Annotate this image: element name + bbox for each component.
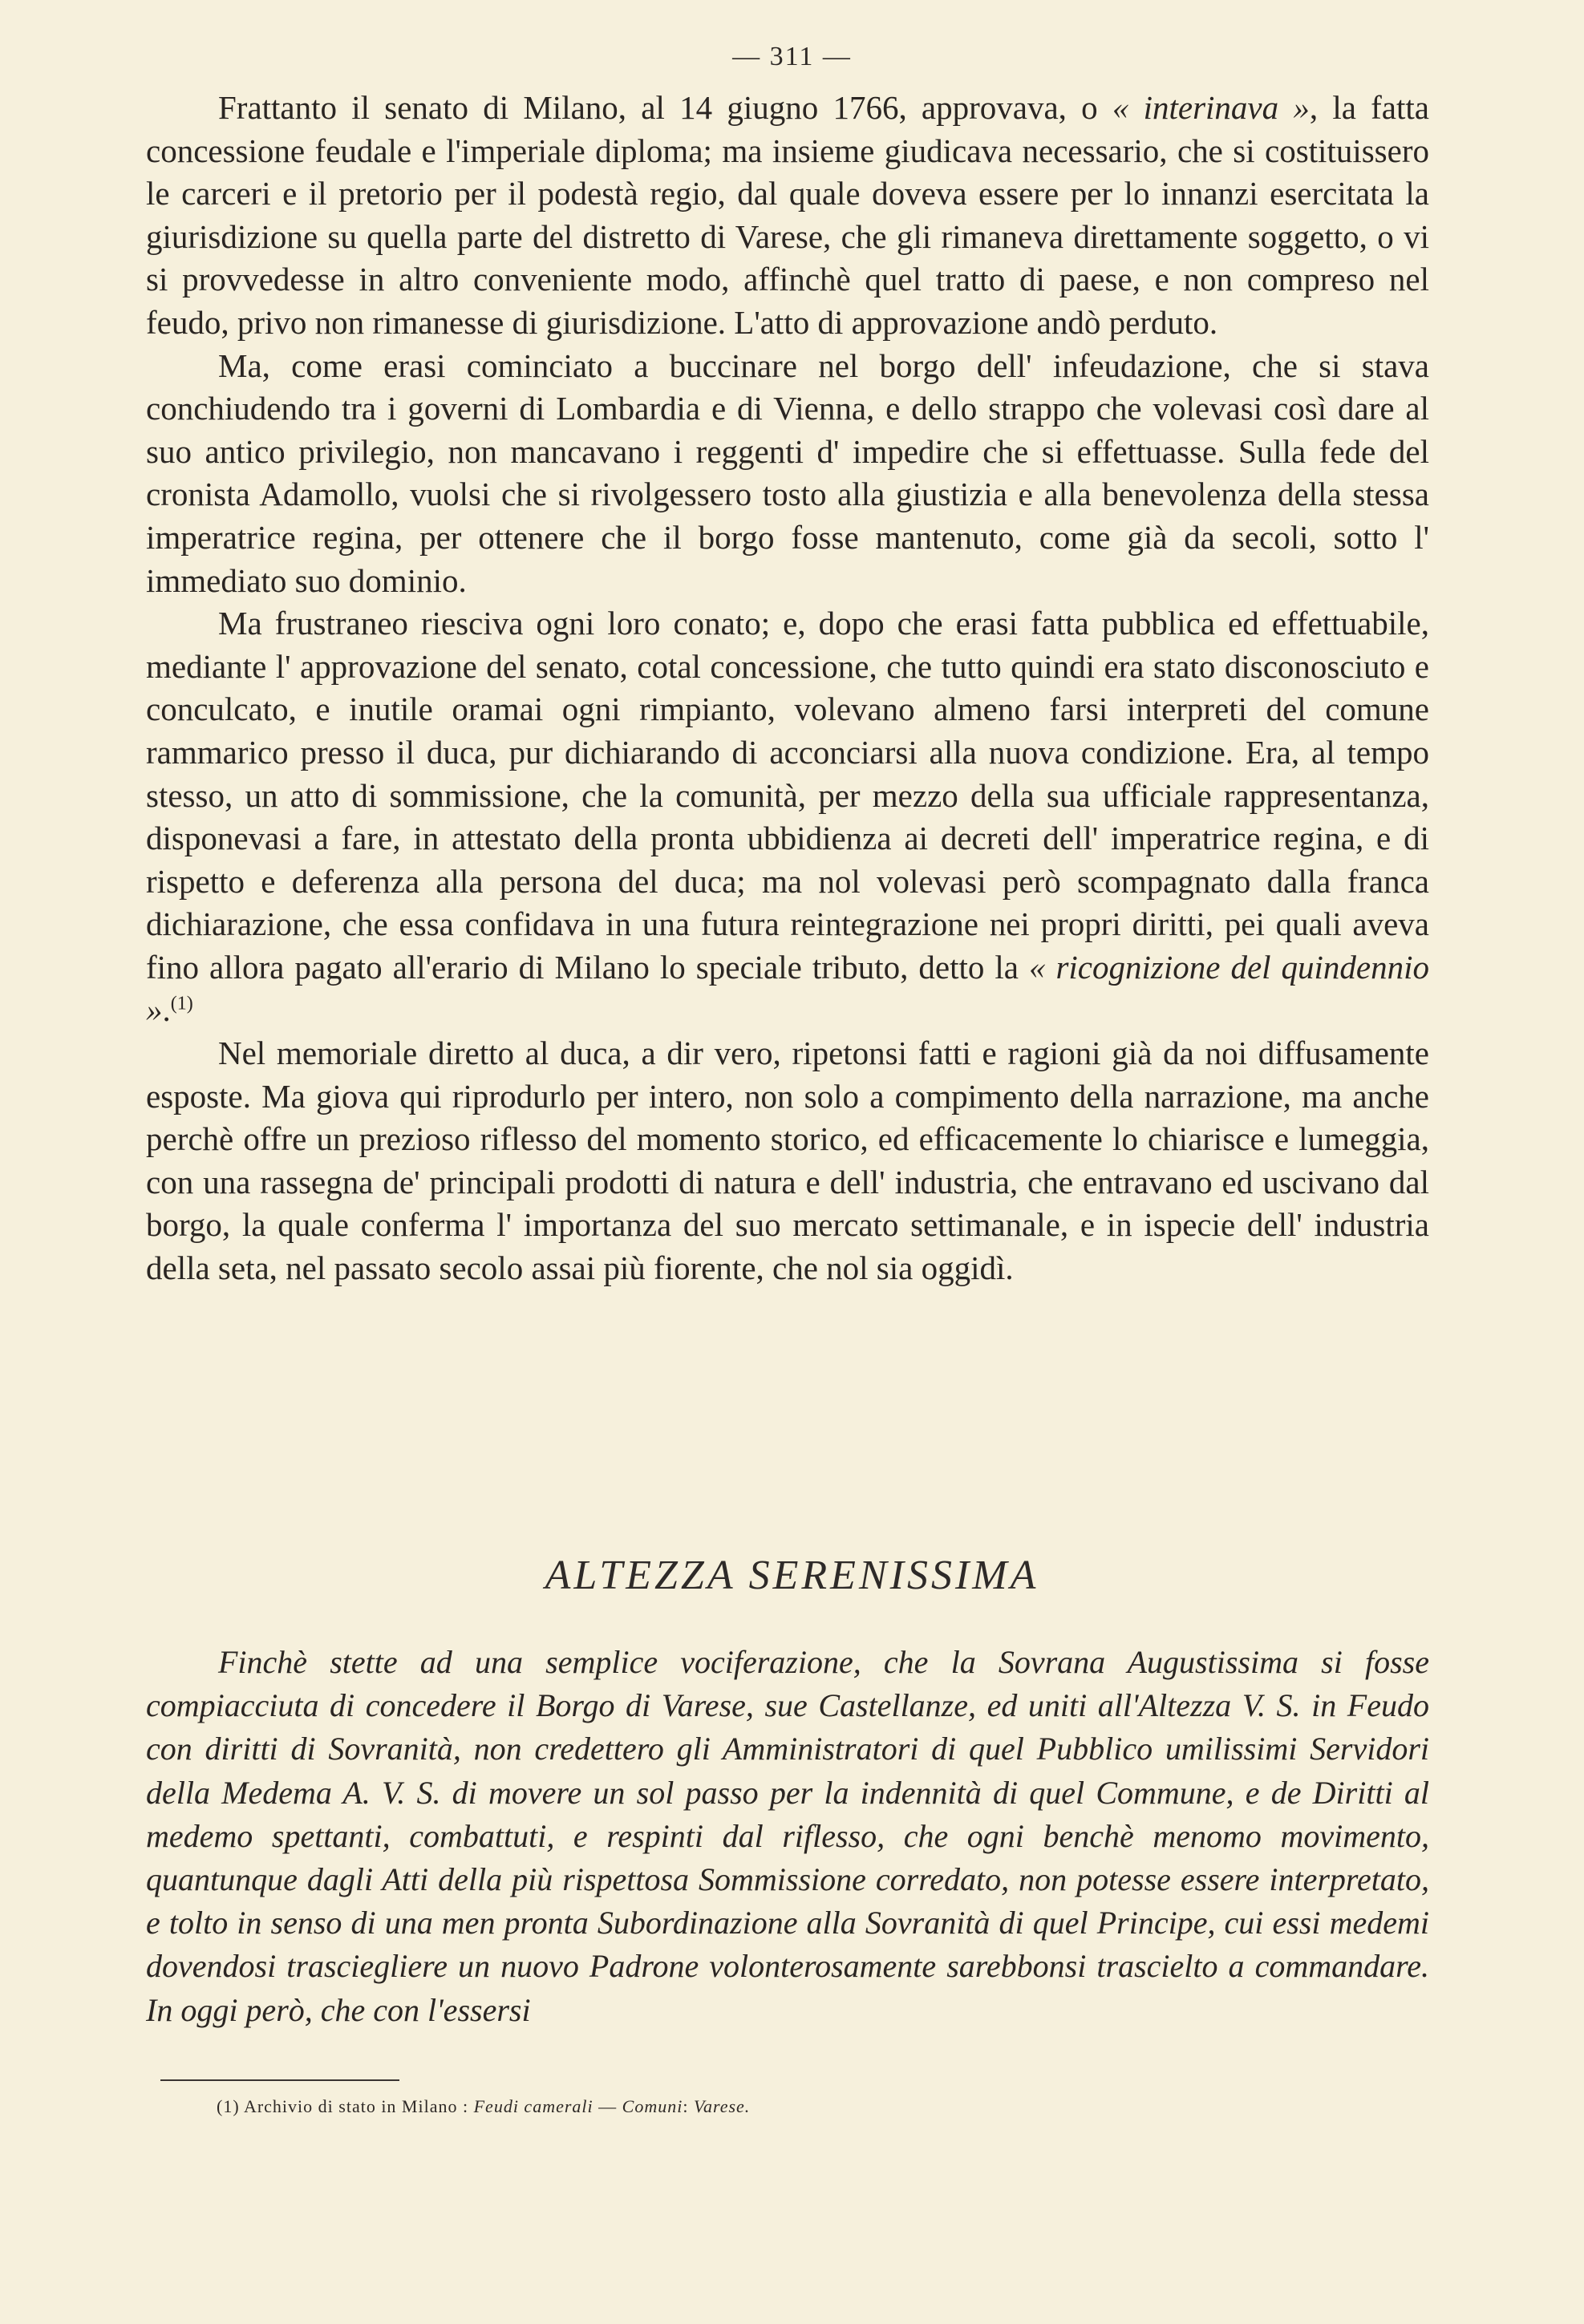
- footnote-reference[interactable]: (1): [170, 993, 193, 1014]
- text-run: Ma frustraneo riesciva ogni loro conato; e, dopo che erasi fatta pubblica ed effettuabile, mediante l' approvazione del senato, cotal concessione, che tutto quindi era stato disconosciuto e conculcato, e inutile oramai ogni rimpianto, volevano almeno farsi interpreti del comune rammarico presso il duca, pur dichiarando di acconciarsi alla nuova condizione. Era, al tempo stesso, un atto di sommissione, che la comunità, per mezzo della sua ufficiale rappresentanza, disponevasi a fare, in attestato della pronta ubbidienza ai decreti dell' imperatrice regina, e di rispetto e deferenza alla persona del duca; ma nol volevasi però scompagnato dalla franca dichiarazione, che essa confidava in una futura reintegrazione nei propri diritti, pei quali aveva fino allora pagato all'erario di Milano lo speciale tributo, detto la: [146, 605, 1429, 986]
- footnote-text: Archivio di stato in Milano :: [243, 2096, 469, 2116]
- text-run: .: [162, 991, 171, 1029]
- text-run: Nel memoriale diretto al duca, a dir vero, ripetonsi fatti e ragioni già da noi diffusamente esposte. Ma giova qui riprodurlo per intero, non solo a compimento della narrazione, ma anche perchè offre un prezioso riflesso del momento storico, ed efficacemente lo chiarisce e lumeggia, con una rassegna de' principali prodotti di natura e dell' industria, che entravano ed uscivano dal borgo, la quale conferma l' importanza del suo mercato settimanale, e in ispecie dell' industria della seta, nel passato secolo assai più fiorente, che nol sia oggidì.: [146, 1034, 1429, 1287]
- paragraph: [146, 345, 1429, 603]
- footnote-source-c: Varese.: [693, 2096, 751, 2116]
- footnote-source-a: Feudi camerali: [473, 2096, 593, 2116]
- footnote-divider: [160, 2079, 399, 2081]
- memorial-text: [146, 1641, 1429, 2032]
- paragraph: [146, 87, 1429, 345]
- footnote-dash: —: [598, 2096, 618, 2116]
- memorial-heading: ALTEZZA SERENISSIMA: [545, 1553, 1039, 1598]
- paragraph: [146, 602, 1429, 1032]
- body-text: [146, 87, 1429, 1290]
- italic-quote: « ricognizione del quindennio »: [146, 948, 1430, 1029]
- footnote-marker: (1): [217, 2096, 240, 2116]
- italic-quote: « interinava »: [1112, 89, 1310, 126]
- text-run: Frattanto il senato di Milano, al 14 giugno 1766, approvava, o: [218, 89, 1112, 126]
- page-number: — 311 —: [732, 42, 852, 71]
- text-run: , la fatta concessione feudale e l'imperiale diploma; ma insieme giudicava necessario, che si costituissero le carceri e il pretorio per il podestà regio, dal quale doveva essere per lo innanzi esercitata la giurisdizione su quella parte del distretto di Varese, che gli rimaneva direttamente soggetto, o vi si provvedesse in altro conveniente modo, affinchè quel tratto di paese, e non compreso nel feudo, privo non rimanesse di giurisdizione. L'atto di approvazione andò perduto.: [146, 89, 1429, 341]
- text-run: Ma, come erasi cominciato a buccinare nel borgo dell' infeudazione, che si stava conchiudendo tra i governi di Lombardia e di Vienna, e dello strappo che volevasi così dare al suo antico privilegio, non mancavano i reggenti d' impedire che si effettuasse. Sulla fede del cronista Adamollo, vuolsi che si rivolgessero tosto alla giustizia e alla benevolenza della stessa imperatrice regina, per ottenere che il borgo fosse mantenuto, come già da secoli, sotto l' immediato suo dominio.: [146, 346, 1429, 599]
- footnote: [217, 2096, 750, 2117]
- paragraph: [146, 1032, 1429, 1290]
- footnote-separator: :: [683, 2096, 689, 2116]
- memorial-paragraph: Finchè stette ad una semplice vociferazione, che la Sovrana Augustissima si fosse compiacciuta di concedere il Borgo di Varese, sue Castellanze, ed uniti all'Altezza V. S. in Feudo con diritti di Sovranità, non credettero gli Amministratori di quel Pubblico umilissimi Servidori della Medema A. V. S. di movere un sol passo per la indennità di quel Commune, e de Diritti al medemo spettanti, combattuti, e respinti dal riflesso, che ogni benchè menomo movimento, quantunque dagli Atti della più rispettosa Sommissione corredato, non potesse essere interpretato, e tolto in senso di una men pronta Subordinazione alla Sovranità di quel Principe, cui essi medemi dovendosi trasciegliere un nuovo Padrone volonterosamente sarebbonsi trascielto a commandare. In oggi però, che con l'essersi: [146, 1644, 1429, 2028]
- footnote-source-b: Comuni: [622, 2096, 683, 2116]
